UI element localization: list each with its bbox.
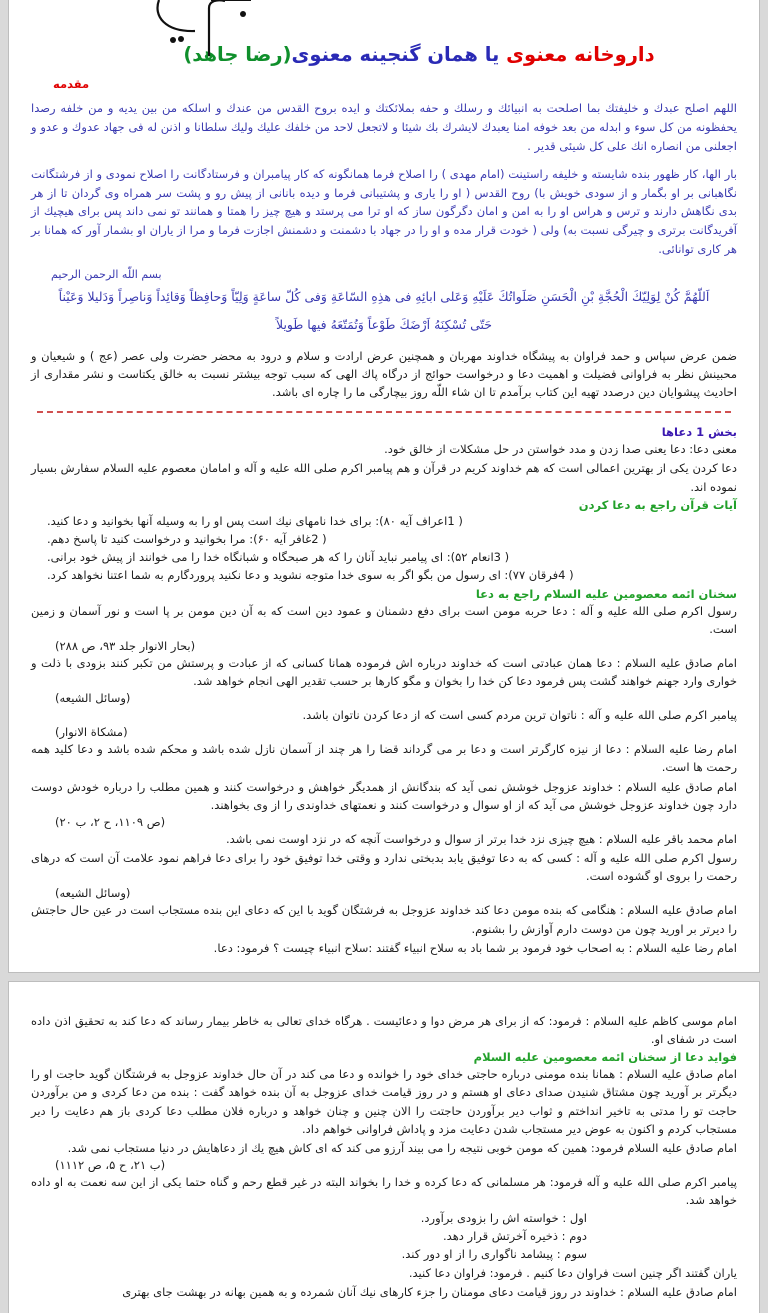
preface-paragraph: ضمن عرض سپاس و حمد فراوان به پيشگاه خداوند مهربان و همچنين عرض ارادت و سلام و درود به محضر حضرت ولى عصر (عج ) و شيعيان و محبينش نظر به فراوانى فضيلت و اهميت دعا و درخواست حوائج از درگاه پاك الهى كه سبب توجه بيشتر نسبت به خالق يكتاست و نشر مقدارى از احاديث پيشوايان دين درصدد تهيه اين كتاب برآمدم تا ان شاء اللّه روز بيچارگى ما را چاره اى باشد. [31, 348, 737, 400]
hadith-source: (ب ۲۱، ح ۵، ص ۱۱۱۲) [55, 1158, 166, 1173]
hadith-source: (وسائل الشيعه) [55, 886, 131, 901]
hadith-text: پيامبر اكرم صلى الله عليه و آله فرمود: هر مسلمانى كه دعا كرده و خدا را بخواند البته در غير قطع رحم و گناه حتما يكى از اين سه نعمت به او داده خواهد شد. [31, 1175, 737, 1208]
hadith-source: (بحار الانوار جلد ۹۳، ص ۲۸۸) [55, 638, 196, 653]
intro-label: مقدمه [53, 77, 90, 92]
closing-line-2: امام صادق عليه السلام : خداوند در روز قيامت دعاى مومنان را جزء كارهاى نيك آنان شمرده و به همين بهانه در بهشت جاى بهترى [122, 1285, 737, 1300]
dua-faraj-line-1: اَللّهُمَّ كُنْ لِوَلِيّكَ الْحُجَّةِ بْنِ الْحَسَنِ صَلَواتُكَ عَلَيْهِ وَعَلى ابائِهِ فى هذِهِ السّاعَةِ وَفى كُلّ ساعَةٍ وَلِيّاً وَحافِظاً وَقائِداً وَناصِراً وَدَليلا وَعَيْناً [58, 289, 710, 305]
section-divider [37, 411, 731, 413]
hadith-text: امام محمد باقر عليه السلام : هيچ چيزى نزد خدا برتر از سوال و درخواست آنچه كه در نزد اوست نمى باشد. [225, 831, 737, 846]
hadith-text: رسول اكرم صلى الله عليه و آله : دعا حربه مومن است براى دفع دشمنان و عمود دين است كه به آن دين مومن بر پا است و نور آسمان و زمين است. [31, 603, 737, 636]
title-part-author: (رضا جاهد) [183, 43, 292, 66]
list-item: ( 1اعراف آيه ۸۰): براى خدا نامهاى نيك است پس او را به وسيله آنها بخوانيد و دعا كنيد. [47, 513, 463, 528]
list-item: دوم : ذخيره آخرتش قرار دهد. [443, 1229, 587, 1244]
hadith-source: (وسائل الشيعه) [55, 691, 131, 706]
page-title [31, 42, 737, 67]
handwritten-mark-area [31, 6, 737, 40]
list-item: ( 3انعام ۵۲): اى پيامبر نبايد آنان را كه هر صبحگاه و شبانگاه خدا را مى خوانند از پيش خود برانى. [47, 549, 510, 564]
dua-meaning-body: دعا كردن يكى از بهترين اعمالى است كه هم خداوند كريم در قرآن و هم پيامبر اكرم صلى الله عليه و آله و امامان معصوم عليه السلام سفارش بسيار نموده اند. [31, 461, 737, 494]
hadith-text: امام موسى كاظم عليه السلام : فرمود: كه از براى هر مرض دوا و دعائيست . هرگاه خداى تعالى به خاطر بيمار رساند كه دعا كند به تحقيق اذن داده است در شفاى او. [31, 1014, 737, 1047]
persian-intro-paragraph: بار الها، كار ظهور بنده شايسته و خليفه راستينت (امام مهدى ) را اصلاح فرما همانگونه كه كار پيامبران و فرستادگانت را اصلاح نمودى و از فرشتگانت نگاهبانى بر او بگمار و از سودى خويش با) روح القدس ( او را يارى و پشتيبانى فرما و ديده بانانى از پيش رو و پشت سر همراه وى گردان تا از هر بدى نگاهش دارند و ترس و هراس او را به امن و امان دگرگون ساز كه او ترا مى پرستد و هيچ چيز را همتا و همانند تو نمى داند پس براى هيچيك از آفريدگانت برترى و چيرگى نسبت به) ولى ( خودت قرار مده و او را در جهاد با دشمنت و دشمنش اجازت فرما و مرا از ياران او بشمار آور كه همانا بر هر كارى توانائى. [31, 167, 737, 256]
hadith-source: (مشكاة الانوار) [55, 725, 128, 740]
benefits-paragraph: امام صادق عليه السلام : همانا بنده مومنى درباره حاجتى خداى خود را خوانده و دعا مى كند در آن حال خداوند عزوجل به فرشتگان گويد حاجت او را ديگرتر بر آوريد چون مشتاق شنيدن صداى دعاى او هستم و در روز قيامت خداى عزوجل به آن بنده خواهد گفت : بنده من دعا كردى و من برآوردن حاجت تو را مدتى به تاخير انداختم و ثواب دير برآوردن حاجتت را الان چنين و چنان خواهد و درباره فلان مطلب دعا كردى باز هم دعايت را دير مستجاب كردم و اكنون به عوض دير مستجاب شدن دعايت مزد و پاداش فراوانى خواهم داد. [31, 1067, 737, 1136]
bismillah-line: بسم اللّه الرحمن الرحيم [51, 268, 162, 282]
hadith-text: پيامبر اكرم صلى الله عليه و آله : ناتوان ترين مردم كسى است كه از دعا كردن ناتوان باشد. [302, 708, 737, 723]
list-item: ( 4فرقان ۷۷): اى رسول من بگو اگر به سوى خدا متوجه نشويد و دعا نكنيد پروردگارم به شما اعتنا نخواهد كرد. [47, 567, 574, 582]
list-item: سوم : پيشامد ناگوارى را از او دور كند. [401, 1247, 587, 1262]
dua-meaning-line: معنى دعا: دعا يعنى صدا زدن و مدد خواستن در حل مشكلات از خالق خود. [384, 442, 737, 457]
dua-arabic-opening: اللهم اصلح عبدك و خليفتك بما اصلحت به انبيائك و رسلك و حفه بملائكتك و ايده بروح القدس من عندك و اسلكه من بين يديه و من خلفه رصدا يحفظونه من كل سوء و ابدله من بعد خوفه امنا يعبدك لايشرك بك شيئا و لاتجعل لاحد من خلفك عليك وليك سلطانا و اذنن له فى جهاد عدوك و عدو و اجعلنى من انصاره انك على كل شيئى قدير . [31, 101, 737, 153]
heading-benefits-of-dua: فوايد دعا از سخنان ائمه معصومين عليه السلام [473, 1050, 737, 1065]
page-separator [0, 972, 768, 982]
title-part-red: داروخانه معنوی [506, 43, 655, 66]
hadith-text: امام رضا عليه السلام : دعا از نيزه كارگرتر است و دعا بر مى گرداند قضا را هر چند از آسمان نازل شده باشد و محكم شده باشد و دعا كليد همه رحمت ها است. [31, 742, 737, 775]
hadith-text: امام صادق عليه السلام فرمود: همين كه مومن خوبى نتيجه را مى بيند آرزو مى كند كه اى كاش هيچ يك از دعاهايش در دنيا مستجاب نمى شد. [67, 1140, 737, 1155]
hadith-text: امام صادق عليه السلام : خداوند عزوجل خوشش نمى آيد كه بندگانش از همديگر خواهش و درخواست كنند و همين مطلب را درباره خودش دوست دارد چون خداوند عزوجل خوشش مى آيد كه از او سوال و درخواست كنند و نعمتهاى خداوندى را از وى بخواهند. [31, 779, 737, 812]
hadith-text: رسول اكرم صلى الله عليه و آله : كسى كه به دعا توفيق يابد بدبختى ندارد و وقتى خدا توفيق خود را براى دعا فراهم نمود علامت آن است كه درهاى رحمت را بروى او گشوده است. [31, 851, 737, 884]
document-page-2 [9, 982, 759, 1313]
hadith-text: امام رضا عليه السلام : به اصحاب خود فرمود بر شما باد به سلاح انبياء گفتند :سلاح انبياء چيست ؟ فرمود: دعا. [213, 940, 737, 955]
hadith-text: امام صادق عليه السلام : هنگامى كه بنده مومن دعا كند خداوند عزوجل به فرشتگان گويد با اين كه دعاى اين بنده مستجاب است در عين حال حاجتش را ديرتر بر اوريد چون من دوست دارم آوازش را بشنوم. [31, 903, 737, 936]
hadith-source: (ص ۱۱۰۹، ح ۲، ب ۲۰) [55, 814, 166, 829]
closing-line-1: ياران گفتند اگر چنين است فراوان دعا كنيم . فرمود: فراوان دعا كنيد. [408, 1266, 737, 1281]
section-heading-duas: بخش 1 دعاها [661, 425, 737, 440]
title-part-blue: یا همان گنجینه معنوی [291, 43, 500, 66]
hadith-text: امام صادق عليه السلام : دعا همان عبادتى است كه خداوند درباره اش فرموده همانا كسانى كه از عبادت و پرستش من تكبر كنند بزودى با ذلت و خوارى وارد جهنم خواهند گشت پس فرمود دعا كن خدا را بخوان و مگو كارها بر حسب تقدير الهى انجام خواهد شد. [31, 655, 737, 688]
heading-quran-verses: آيات قرآن راجع به دعا كردن [578, 497, 737, 512]
handwritten-scribble-icon [151, 0, 271, 60]
list-item: ( 2غافر آيه ۶۰): مرا بخوانيد و درخواست كنيد تا پاسخ دهم. [47, 531, 327, 546]
heading-masoomin-sayings: سخنان ائمه معصومين عليه السلام راجع به دعا [475, 586, 737, 601]
dua-faraj-line-2: حَتّى تُسْكِنَهُ اَرْضَكَ طَوْعاً وَتُمَتّعَهُ فيها طَويلاً [275, 317, 492, 333]
list-item: اول : خواسته اش را بزودى برآورد. [420, 1211, 587, 1226]
document-page-1 [9, 0, 759, 972]
